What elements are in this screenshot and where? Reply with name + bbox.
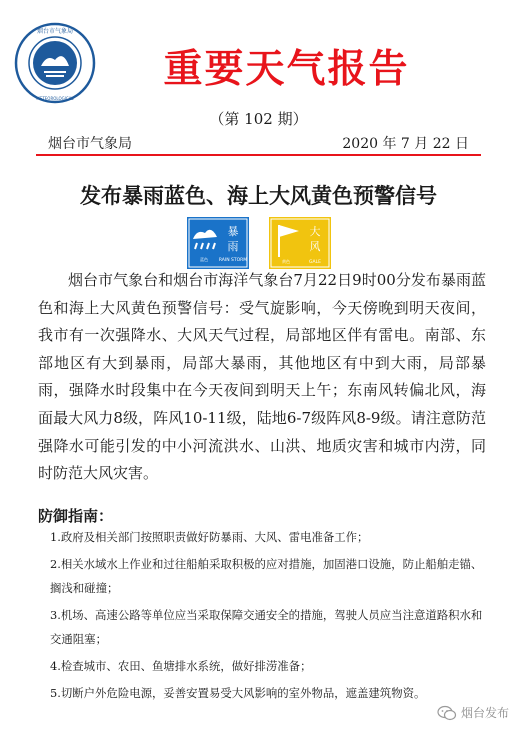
watermark-label: 烟台发布 <box>460 706 509 720</box>
svg-text:METEOROLOGICAL: METEOROLOGICAL <box>36 96 74 101</box>
svg-text:风: 风 <box>309 240 320 253</box>
guidance-item-5: 5.切断户外危险电源，妥善安置易受大风影响的室外物品，遮盖建筑物资。 <box>50 686 426 700</box>
guidance-item-1: 1.政府及相关部门按照职责做好防暴雨、大风、雷电准备工作； <box>50 530 369 544</box>
warning-heading: 发布暴雨蓝色、海上大风黄色预警信号 <box>80 183 437 208</box>
guidance-item-3: 3.机场、高速公路等单位应当采取保障交通安全的措施，驾驶人员应当注意道路积水和交通阻塞； <box>50 608 483 646</box>
svg-text:烟台市气象局: 烟台市气象局 <box>36 28 74 35</box>
account-watermark <box>437 704 509 721</box>
guidance-item-2: 2.相关水域水上作业和过往船舶采取积极的应对措施，加固港口设施，防止船舶走锚、搁浅和碰撞； <box>50 557 483 595</box>
issue-number: （第 102 期） <box>209 110 308 128</box>
svg-text:大: 大 <box>309 225 320 238</box>
guidance-item-4: 4.检查城市、农田、鱼塘排水系统，做好排涝准备； <box>50 659 312 673</box>
rainstorm-blue-signal-icon <box>187 217 249 269</box>
svg-text:GALE: GALE <box>308 260 321 265</box>
svg-text:黄色: 黄色 <box>281 259 290 264</box>
guidance-title: 防御指南： <box>38 507 114 525</box>
meta-row <box>48 133 469 153</box>
svg-text:RAIN STORM: RAIN STORM <box>218 258 247 263</box>
guidance-list <box>38 525 488 708</box>
report-title: 重要天气报告 <box>163 46 410 92</box>
svg-text:雨: 雨 <box>227 240 238 253</box>
wechat-icon <box>437 705 457 721</box>
red-divider <box>36 154 481 156</box>
issue-date: 2020 年 7 月 22 日 <box>342 136 469 152</box>
warning-body: 烟台市气象台和烟台市海洋气象台7月22日9时00分发布暴雨蓝色和海上大风黄色预警信号：受气旋影响，今天傍晚到明天夜间，我市有一次强降水、大风天气过程，局部地区伴有雷电。南部、东部地区有大到暴雨，局部大暴雨，其他地区有中到大雨，局部暴雨，强降水时段集中在今天夜间到明天上午；东南风转偏北风，海面最大风力8级，阵风10-11级，陆地6-7级阵风8-9级。请注意防范强降水可能引发的中小河流洪水、山洪、地质灾害和城市内涝，同时防范大风灾害。 <box>38 271 486 483</box>
gale-yellow-signal-icon <box>269 217 331 269</box>
svg-text:蓝色: 蓝色 <box>199 257 208 262</box>
issuing-agency: 烟台市气象局 <box>48 136 132 152</box>
warning-signals <box>0 217 517 269</box>
svg-text:暴: 暴 <box>227 225 238 238</box>
